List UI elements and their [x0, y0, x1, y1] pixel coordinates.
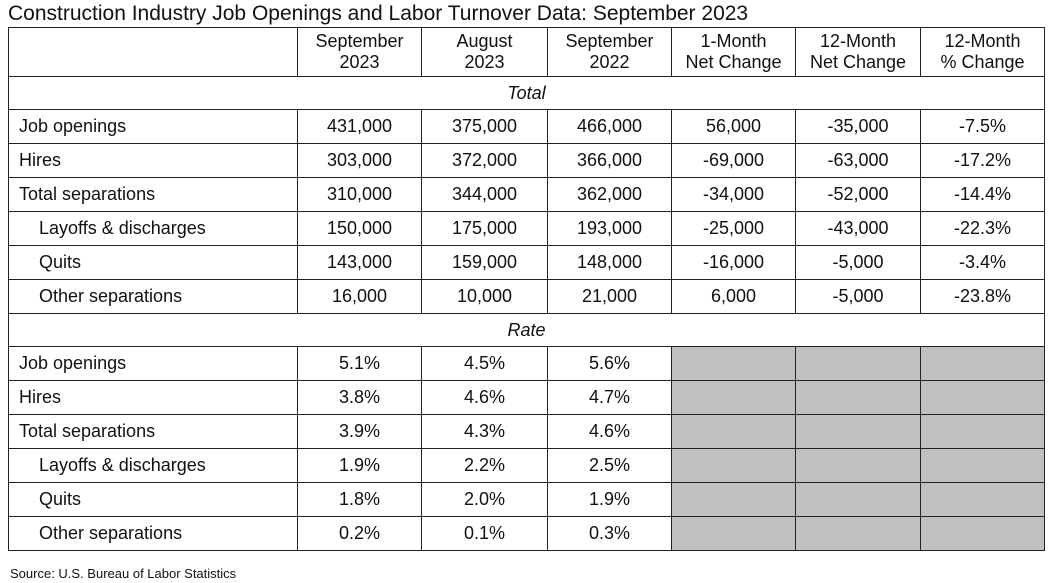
shaded-cell [921, 415, 1045, 449]
table-row: Job openings 431,000 375,000 466,000 56,000 -35,000 -7.5% [9, 110, 1045, 144]
col-header-sep-2022: September 2022 [548, 28, 672, 77]
table-row: Other separations 0.2% 0.1% 0.3% [9, 517, 1045, 551]
shaded-cell [796, 449, 921, 483]
table-row: Layoffs & discharges 1.9% 2.2% 2.5% [9, 449, 1045, 483]
source-note: Source: U.S. Bureau of Labor Statistics [10, 566, 237, 581]
table-row: Layoffs & discharges 150,000 175,000 193,000 -25,000 -43,000 -22.3% [9, 212, 1045, 246]
table-row: Total separations 310,000 344,000 362,000 -34,000 -52,000 -14.4% [9, 178, 1045, 212]
section-header-total: Total [9, 77, 1045, 110]
shaded-cell [796, 381, 921, 415]
corner-cell [9, 28, 298, 77]
table-row: Total separations 3.9% 4.3% 4.6% [9, 415, 1045, 449]
shaded-cell [796, 347, 921, 381]
shaded-cell [796, 483, 921, 517]
shaded-cell [921, 381, 1045, 415]
shaded-cell [921, 483, 1045, 517]
col-header-1-month-net-change: 1-Month Net Change [672, 28, 796, 77]
shaded-cell [921, 347, 1045, 381]
shaded-cell [672, 483, 796, 517]
table-row: Other separations 16,000 10,000 21,000 6,000 -5,000 -23.8% [9, 280, 1045, 314]
section-header-rate: Rate [9, 314, 1045, 347]
table-row: Job openings 5.1% 4.5% 5.6% [9, 347, 1045, 381]
table-row: Quits 143,000 159,000 148,000 -16,000 -5,000 -3.4% [9, 246, 1045, 280]
shaded-cell [672, 415, 796, 449]
col-header-aug-2023: August 2023 [422, 28, 548, 77]
table-row: Quits 1.8% 2.0% 1.9% [9, 483, 1045, 517]
shaded-cell [796, 415, 921, 449]
shaded-cell [672, 381, 796, 415]
col-header-12-month-pct-change: 12-Month % Change [921, 28, 1045, 77]
jolts-table [8, 27, 1045, 551]
table-row: Hires 303,000 372,000 366,000 -69,000 -63,000 -17.2% [9, 144, 1045, 178]
col-header-12-month-net-change: 12-Month Net Change [796, 28, 921, 77]
shaded-cell [921, 449, 1045, 483]
table-row: Hires 3.8% 4.6% 4.7% [9, 381, 1045, 415]
shaded-cell [672, 347, 796, 381]
shaded-cell [796, 517, 921, 551]
table-title: Construction Industry Job Openings and Labor Turnover Data: September 2023 [8, 2, 749, 25]
column-header-row [9, 28, 1045, 77]
shaded-cell [672, 517, 796, 551]
shaded-cell [672, 449, 796, 483]
col-header-sep-2023: September 2023 [298, 28, 422, 77]
shaded-cell [921, 517, 1045, 551]
